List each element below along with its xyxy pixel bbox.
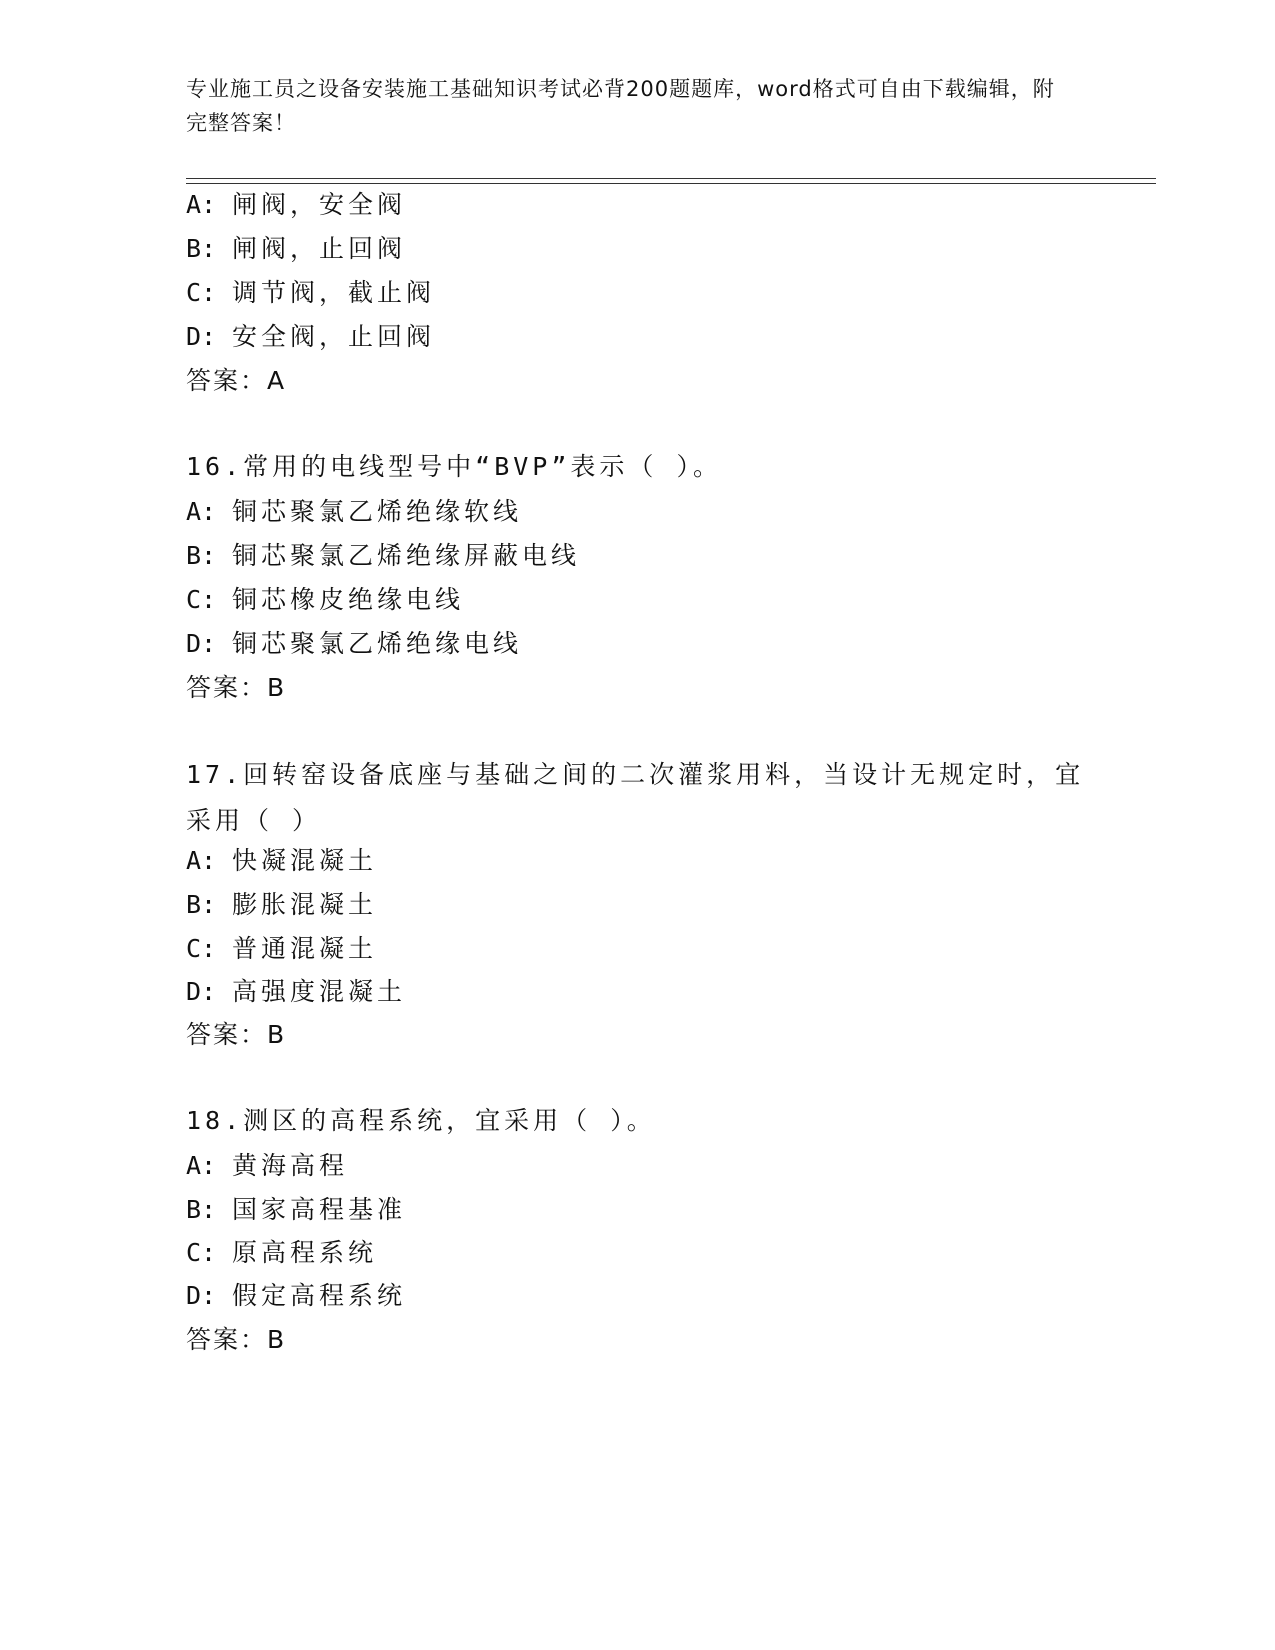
header-divider-bottom	[186, 183, 1156, 184]
option-d: D: 安全阀，止回阀	[186, 322, 436, 351]
option-c: C: 调节阀，截止阀	[186, 278, 436, 307]
option-d: D: 假定高程系统	[186, 1281, 407, 1310]
option-b: B: 闸阀，止回阀	[186, 234, 407, 263]
answer-line: 答案：A	[186, 366, 287, 395]
answer-line: 答案：B	[186, 1020, 287, 1049]
header-divider-top	[186, 178, 1156, 179]
question-stem: 17.回转窑设备底座与基础之间的二次灌浆用料，当设计无规定时，宜采用（ ）	[186, 760, 1085, 835]
option-c: C: 原高程系统	[186, 1238, 378, 1267]
option-a: A: 闸阀，安全阀	[186, 190, 407, 219]
question-stem: 16.常用的电线型号中“BVP”表示（ ）。	[186, 452, 722, 481]
answer-line: 答案：B	[186, 1325, 287, 1354]
option-a: A: 黄海高程	[186, 1151, 349, 1180]
document-header: 专业施工员之设备安装施工基础知识考试必背200题题库，word格式可自由下载编辑，附完整答案！	[186, 77, 1055, 135]
option-b: B: 铜芯聚氯乙烯绝缘屏蔽电线	[186, 541, 581, 570]
option-d: D: 铜芯聚氯乙烯绝缘电线	[186, 629, 523, 658]
question-stem: 18.测区的高程系统，宜采用（ ）。	[186, 1106, 656, 1135]
option-b: B: 国家高程基准	[186, 1195, 407, 1224]
option-b: B: 膨胀混凝土	[186, 890, 378, 919]
option-a: A: 铜芯聚氯乙烯绝缘软线	[186, 497, 523, 526]
option-d: D: 高强度混凝土	[186, 977, 407, 1006]
option-c: C: 普通混凝土	[186, 934, 378, 963]
option-c: C: 铜芯橡皮绝缘电线	[186, 585, 465, 614]
option-a: A: 快凝混凝土	[186, 846, 378, 875]
answer-line: 答案：B	[186, 673, 287, 702]
